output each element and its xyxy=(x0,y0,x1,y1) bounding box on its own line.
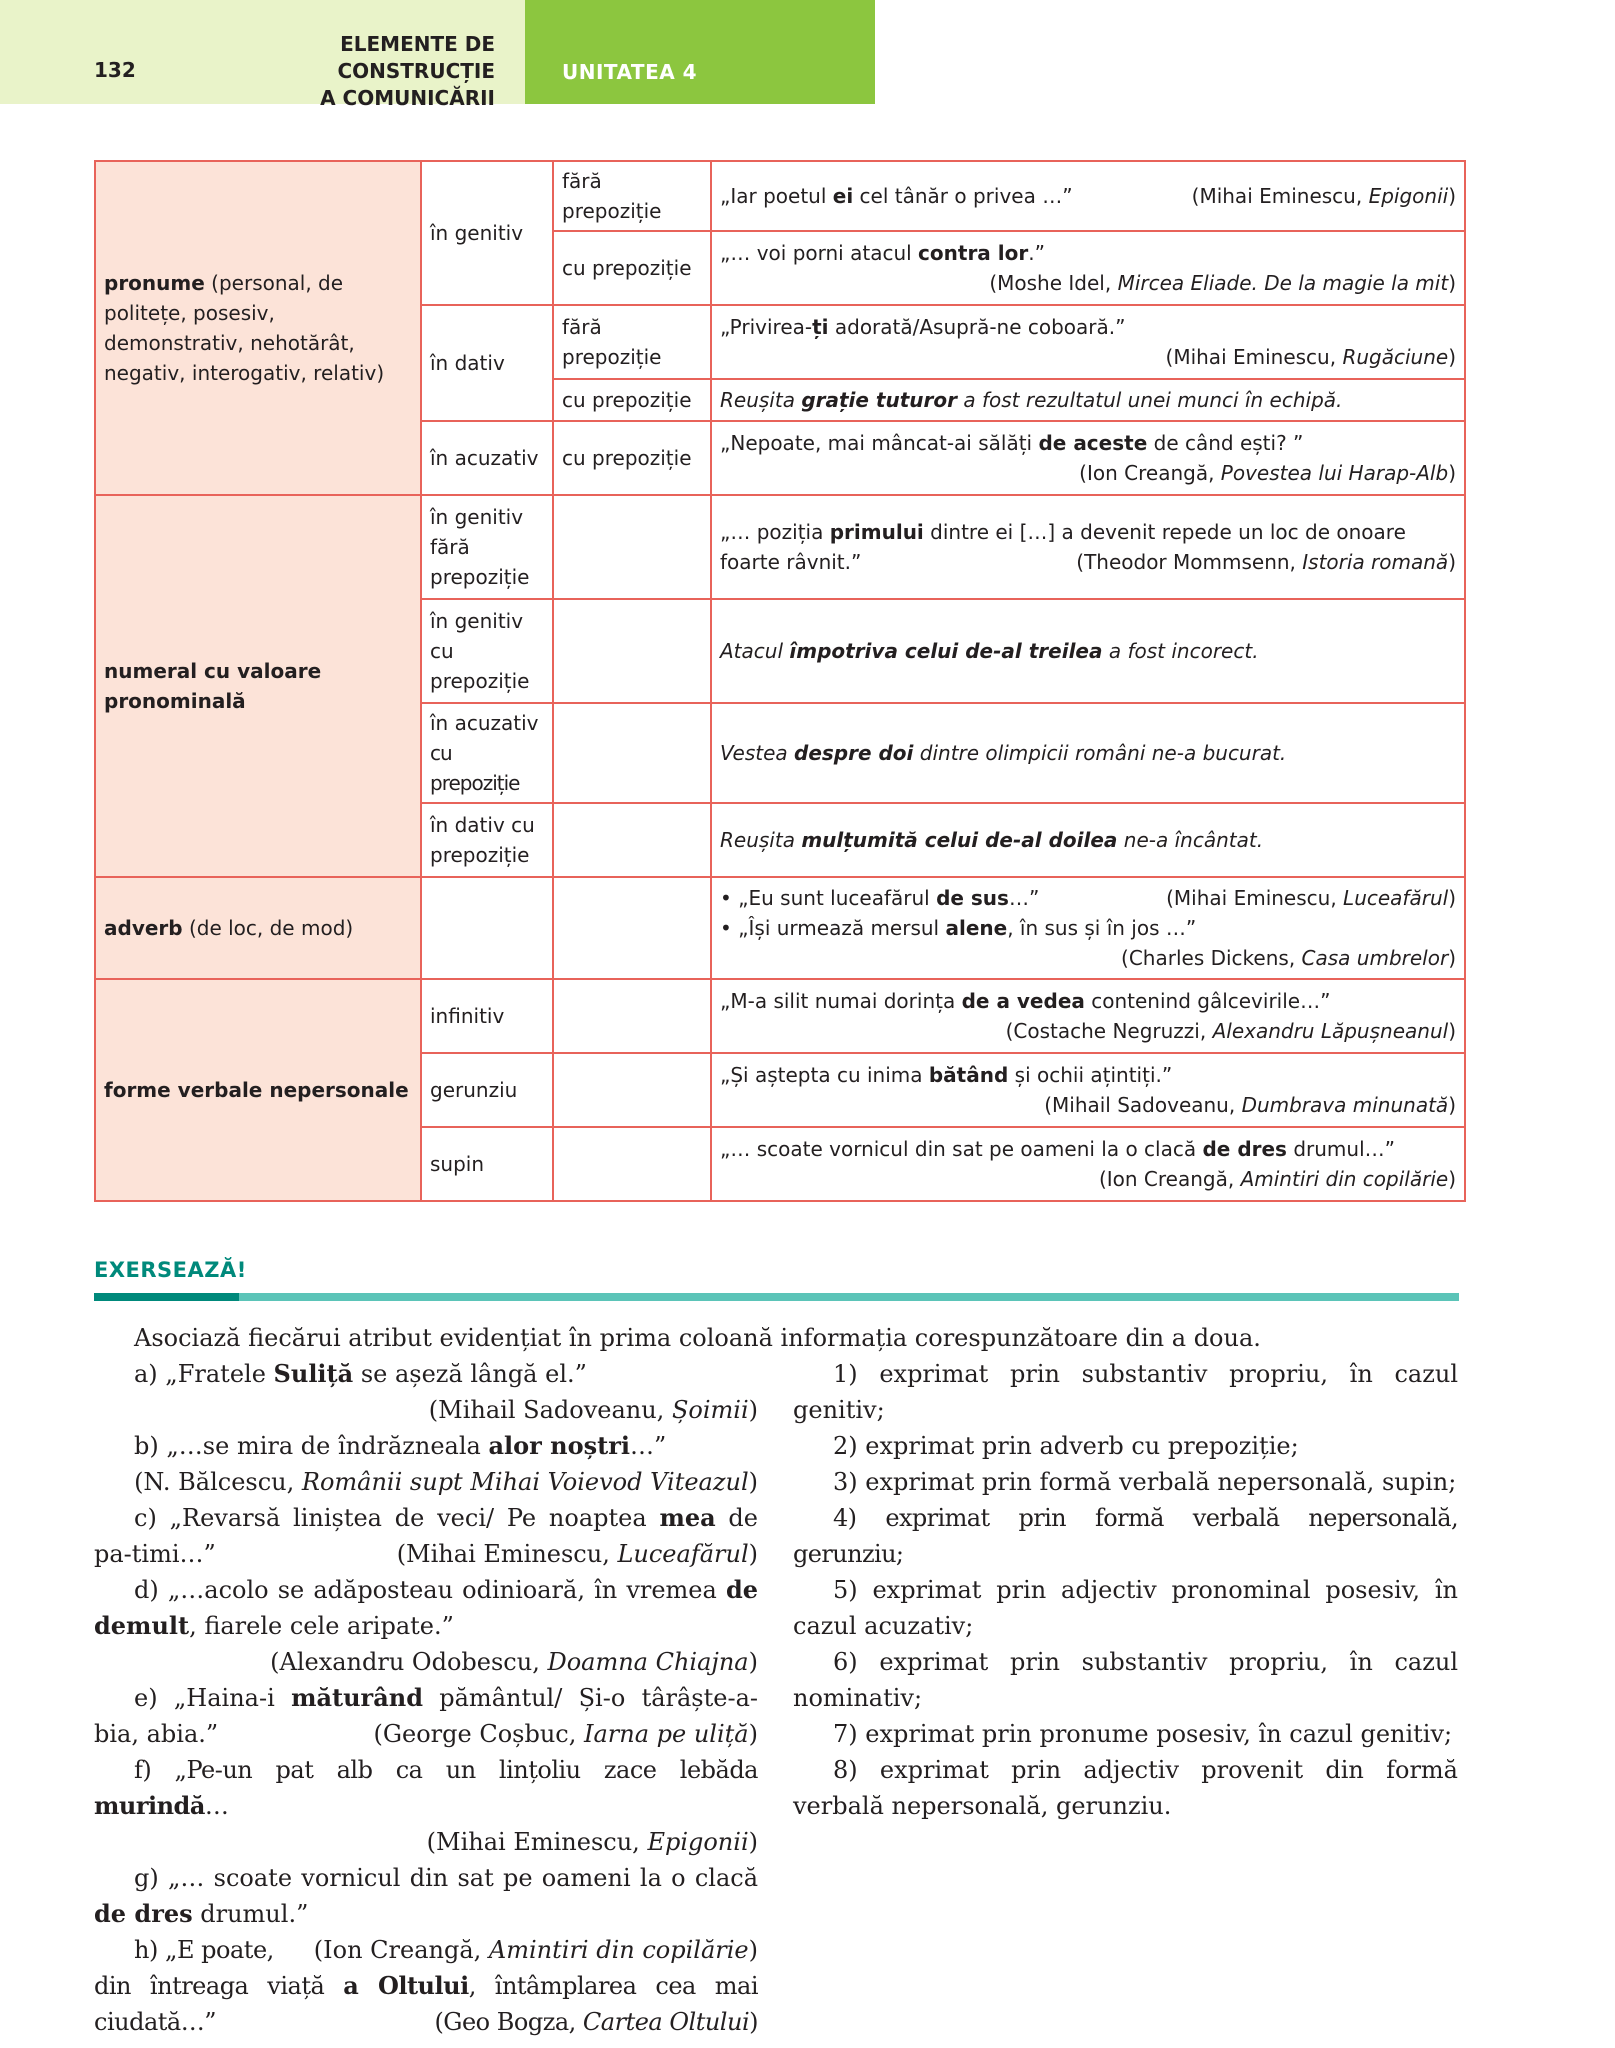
prep-none: fără prepoziție xyxy=(553,305,711,379)
exercise-divider xyxy=(239,1293,1459,1301)
category-numeral: numeral cu valoare pronominală xyxy=(95,495,421,877)
exercise-item-f: f) „Pe-un pat alb ca un lințoliu zace lebăda murindă… xyxy=(94,1756,758,1820)
category-verbal: forme verbale nepersonale xyxy=(95,979,421,1201)
item-source: (Mihai Eminescu, Epigonii) xyxy=(426,1828,758,1856)
numeral-form: în dativ cu prepoziție xyxy=(421,803,553,877)
exercise-items-column xyxy=(94,1356,758,2040)
verbal-form: gerunziu xyxy=(421,1053,553,1127)
empty-cell xyxy=(553,1053,711,1127)
case-genitive: în genitiv xyxy=(421,161,553,305)
header-unit-band xyxy=(525,0,875,104)
item-source: (Alexandru Odobescu, Doamna Chiajna) xyxy=(270,1648,758,1676)
example-cell: • „Eu sunt luceafărul de sus…” (Mihai Eminescu, Luceafărul) • „Își urmează mersul alene, în sus și în jos …” (Charles Dickens, Casa umbrelor) xyxy=(711,877,1465,979)
empty-cell xyxy=(553,877,711,979)
example-cell: „… poziția primului dintre ei […] a devenit repede un loc de onoare foarte râvnit.” (Theodor Mommsenn, Istoria romană) xyxy=(711,495,1465,599)
category-adverb: adverb (de loc, de mod) xyxy=(95,877,421,979)
exercise-item-g: g) „… scoate vornicul din sat pe oameni la o clacă de dres drumul.” (Ion Creangă, Amintiri din copilărie) xyxy=(94,1864,758,1964)
empty-cell xyxy=(553,703,711,803)
example-cell: „Nepoate, mai mâncat-ai sălăți de aceste de când ești? ” (Ion Creangă, Povestea lui Harap-Alb) xyxy=(711,421,1465,495)
exercise-item-a: a) „Fratele Suliță se așeză lângă el.” xyxy=(134,1359,587,1388)
numeral-form: în genitiv fără prepoziție xyxy=(421,495,553,599)
exercise-item-e: e) „Haina-i măturând pământul/ Și-o târâște-a-bia, abia.” (George Coșbuc, Iarna pe uliță) xyxy=(94,1683,759,1748)
option-item: 6) exprimat prin substantiv propriu, în cazul nominativ; xyxy=(793,1648,1458,1712)
empty-cell xyxy=(421,877,553,979)
attribute-types-table xyxy=(94,160,1466,1202)
option-item: 2) exprimat prin adverb cu prepoziție; xyxy=(833,1432,1299,1460)
example-cell: „… voi porni atacul contra lor.” (Moshe Idel, Mircea Eliade. De la magie la mit) xyxy=(711,231,1465,305)
table-row xyxy=(95,495,1465,599)
exercise-options-column xyxy=(793,1356,1458,1824)
example-cell: Vestea despre doi dintre olimpicii români ne-a bucurat. xyxy=(711,703,1465,803)
empty-cell xyxy=(553,599,711,703)
category-pronoun: pronume (personal, de politețe, posesiv, demonstrativ, nehotărât, negativ, interogativ, relativ) xyxy=(95,161,421,495)
prep-none: fără prepoziție xyxy=(553,161,711,231)
unit-label: UNITATEA 4 xyxy=(562,60,698,84)
option-item: 4) exprimat prin formă verbală nepersonală, gerunziu; xyxy=(793,1504,1458,1568)
empty-cell xyxy=(553,803,711,877)
table-row xyxy=(95,877,1465,979)
example-cell: Reușita grație tuturor a fost rezultatul unei munci în echipă. xyxy=(711,379,1465,421)
example-cell: „Și aștepta cu inima bătând și ochii ațintiți.” (Mihail Sadoveanu, Dumbrava minunată) xyxy=(711,1053,1465,1127)
empty-cell xyxy=(553,1127,711,1201)
exercise-title: EXERSEAZĂ! xyxy=(94,1258,247,1282)
case-dative: în dativ xyxy=(421,305,553,421)
example-cell: Atacul împotriva celui de-al treilea a fost incorect. xyxy=(711,599,1465,703)
exercise-item-c: c) „Revarsă liniștea de veci/ Pe noaptea mea de pa-timi…” (Mihai Eminescu, Luceafărul) xyxy=(94,1503,759,1568)
empty-cell xyxy=(553,495,711,599)
item-source: (N. Bălcescu, Românii supt Mihai Voievod Viteazul) xyxy=(134,1468,758,1496)
exercise-item-h: h) „E poate, din întreaga viață a Oltului, întâmplarea cea mai ciudată…” (Geo Bogza, Cartea Oltului) xyxy=(94,1936,759,2036)
option-item: 7) exprimat prin pronume posesiv, în cazul genitiv; xyxy=(833,1720,1453,1748)
exercise-instruction: Asociază fiecărui atribut evidențiat în prima coloană informația corespunzătoare din a doua. xyxy=(134,1324,1261,1352)
example-cell: „Iar poetul ei cel tânăr o privea …” (Mihai Eminescu, Epigonii) xyxy=(711,161,1465,231)
option-item: 5) exprimat prin adjectiv pronominal posesiv, în cazul acuzativ; xyxy=(793,1576,1458,1640)
case-accusative: în acuzativ xyxy=(421,421,553,495)
prep-with: cu prepoziție xyxy=(553,231,711,305)
section-title-line1: ELEMENTE DE CONSTRUCȚIE xyxy=(337,32,495,83)
table-row xyxy=(95,979,1465,1053)
example-cell: „M-a silit numai dorința de a vedea contenind gâlcevirile…” (Costache Negruzzi, Alexandru Lăpușneanul) xyxy=(711,979,1465,1053)
example-cell: „Privirea-ți adorată/Asupră-ne coboară.” (Mihai Eminescu, Rugăciune) xyxy=(711,305,1465,379)
exercise-item-d: d) „…acolo se adăposteau odinioară, în vremea de demult, fiarele cele aripate.” xyxy=(94,1575,758,1640)
option-item: 1) exprimat prin substantiv propriu, în cazul genitiv; xyxy=(793,1360,1458,1424)
example-cell: Reușita mulțumită celui de-al doilea ne-a încântat. xyxy=(711,803,1465,877)
section-title-line2: A COMUNICĂRII xyxy=(320,86,495,110)
verbal-form: supin xyxy=(421,1127,553,1201)
item-source: (Mihail Sadoveanu, Șoimii) xyxy=(428,1396,758,1424)
exercise-item-b: b) „…se mira de îndrăzneala alor noștri…” xyxy=(134,1431,667,1460)
example-cell: „… scoate vornicul din sat pe oameni la o clacă de dres drumul…” (Ion Creangă, Amintiri din copilărie) xyxy=(711,1127,1465,1201)
empty-cell xyxy=(553,979,711,1053)
section-title xyxy=(190,31,495,112)
page-number: 132 xyxy=(94,58,136,82)
option-item: 3) exprimat prin formă verbală nepersonală, supin; xyxy=(833,1468,1457,1496)
prep-with: cu prepoziție xyxy=(553,379,711,421)
prep-with: cu prepoziție xyxy=(553,421,711,495)
numeral-form: în acuzativ cu prepoziție xyxy=(421,703,553,803)
option-item: 8) exprimat prin adjectiv provenit din formă verbală nepersonală, gerunziu. xyxy=(793,1756,1458,1820)
verbal-form: infinitiv xyxy=(421,979,553,1053)
table-row xyxy=(95,161,1465,231)
exercise-accent-bar xyxy=(94,1293,239,1301)
numeral-form: în genitiv cu prepoziție xyxy=(421,599,553,703)
